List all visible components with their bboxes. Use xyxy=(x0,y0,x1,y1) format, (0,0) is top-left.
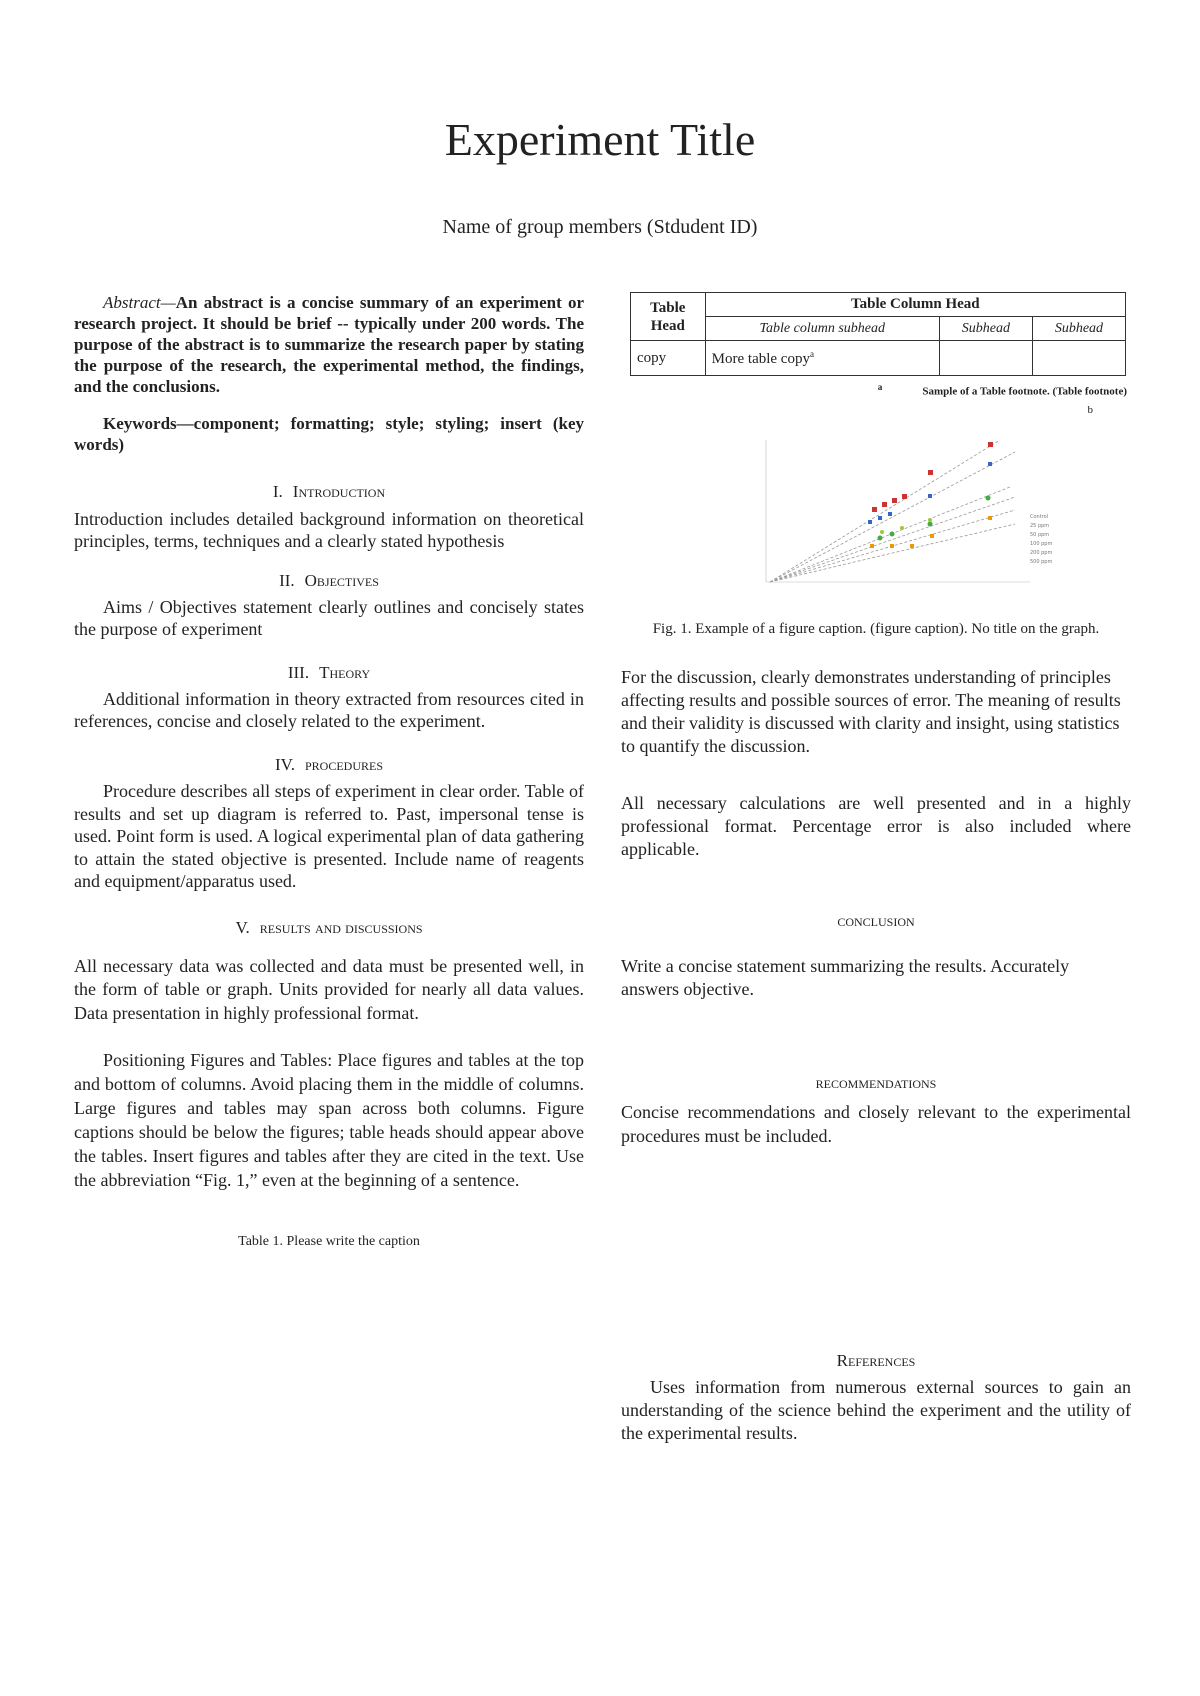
heading-recommendations: recommendations xyxy=(815,1073,937,1092)
figure-caption: Fig. 1. Example of a figure caption. (figure caption). No title on the graph. xyxy=(652,621,1100,637)
right-column xyxy=(621,292,1131,1443)
svg-text:Control: Control xyxy=(1030,514,1049,520)
footnote-mark: a xyxy=(877,382,883,392)
page-title: Experiment Title xyxy=(444,114,756,165)
table-footnote: $^a$ Sample of a Table footnote. (Table footnote) xyxy=(877,382,1127,398)
table-subhead-2: Subhead xyxy=(939,317,1032,341)
heading-results: V. results and discussions xyxy=(235,917,423,937)
recommendations-body: Concise recommendations and closely relevant to the experimental procedures must be included. xyxy=(621,1102,1131,1146)
svg-text:25 ppm: 25 ppm xyxy=(1030,523,1050,529)
table-stub-head: Table Head xyxy=(631,293,706,341)
objectives-body: Aims / Objectives statement clearly outlines and concisely states the purpose of experiment xyxy=(74,597,584,639)
svg-text:500 ppm: 500 ppm xyxy=(1030,559,1053,565)
results-body-1: All necessary data was collected and data must be presented well, in the form of table or graph. Units provided for nearly all data values. Data presentation in highly professional format. xyxy=(74,955,584,1023)
heading-theory: III. Theory xyxy=(287,663,371,682)
table-cell-empty-2 xyxy=(1032,341,1125,376)
left-column xyxy=(74,292,584,1252)
heading-procedures: IV. procedures xyxy=(274,755,384,774)
heading-introduction: I. Introduction xyxy=(272,482,386,501)
heading-objectives: II. Objectives xyxy=(279,571,379,590)
abstract-label: Abstract— xyxy=(103,293,176,312)
footnote-mark-b: b xyxy=(1087,404,1093,416)
heading-references: References xyxy=(836,1351,916,1370)
table-row-value: More table copy$^a$ xyxy=(705,341,939,376)
introduction-body: Introduction includes detailed background information on theoretical principles, terms, techniques and a clearly stated hypothesis xyxy=(74,509,584,551)
abstract-text: An abstract is a concise summary of an experiment or research project. It should be brief -- typically under 200 words. The purpose of the abstract is to summarize the research paper by stating the purpose of the research, the experimental method, the findings, and the conclusions. xyxy=(74,293,584,396)
keywords: Keywords—component; formatting; style; styling; insert (key words) xyxy=(74,414,584,454)
procedures-body: Procedure describes all steps of experiment in clear order. Table of results and set up diagram is referred to. Past, impersonal tense is used. Point form is used. A logical experimental plan of data gathering to attain the stated objective is presented. Include name of reagents and equipment/apparatus used. xyxy=(74,781,584,891)
discussion-body-1: For the discussion, clearly demonstrates understanding of principles affecting results and possible sources of error. The meaning of results and their validity is discussed with clarity and insight, using statistics to quantify the discussion. xyxy=(621,667,1121,756)
results-body-2: Positioning Figures and Tables: Place figures and tables at the top and bottom of columns. Avoid placing them in the middle of columns. Large figures and tables may span across both columns. Figure captions should be below the figures; table heads should appear above the tables. Insert figures and tables after they are cited in the text. Use the abbreviation “Fig. 1,” even at the beginning of a sentence. xyxy=(74,1050,584,1190)
authors: Name of group members (Stdudent ID) xyxy=(442,216,758,238)
table-row-label: copy xyxy=(631,341,706,376)
svg-text:100 ppm: 100 ppm xyxy=(1030,541,1053,547)
discussion-body-2: All necessary calculations are well presented and in a highly professional format. Percentage error is also included where applicable. xyxy=(621,793,1131,859)
svg-text:200 ppm: 200 ppm xyxy=(1030,550,1053,556)
figure-plot xyxy=(730,432,1066,604)
svg-text:50 ppm: 50 ppm xyxy=(1030,532,1050,538)
heading-conclusion: conclusion xyxy=(837,911,915,930)
table-column-head: Table Column Head xyxy=(705,293,1125,317)
table-cell-empty-1 xyxy=(939,341,1032,376)
abstract xyxy=(74,292,584,397)
table-caption: Table 1. Please write the caption xyxy=(238,1234,420,1249)
conclusion-body: Write a concise statement summarizing the results. Accurately answers objective. xyxy=(621,956,1070,999)
theory-body: Additional information in theory extracted from resources cited in references, concise and closely related to the experiment. xyxy=(74,689,584,731)
table-subhead-3: Subhead xyxy=(1032,317,1125,341)
references-body: Uses information from numerous external sources to gain an understanding of the science behind the experiment and the utility of the experimental results. xyxy=(621,1377,1131,1443)
table-subhead-1: Table column subhead xyxy=(705,317,939,341)
sample-table xyxy=(630,292,1126,376)
